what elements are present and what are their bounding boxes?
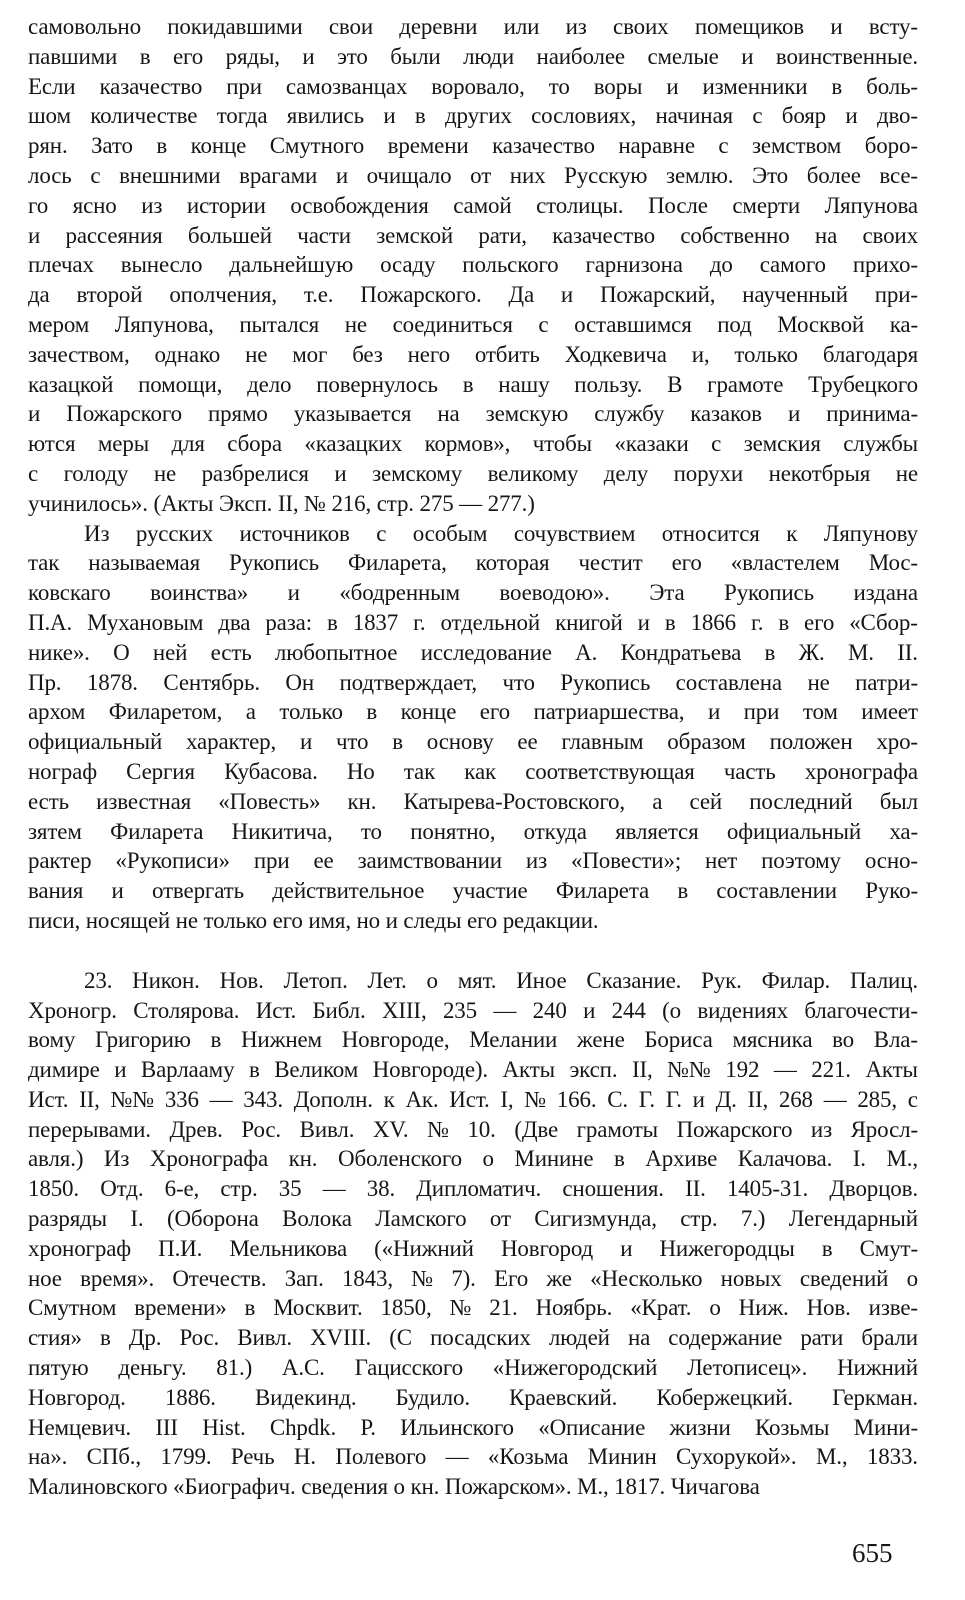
page-number: 655: [852, 1538, 893, 1568]
text-line: павшими в его ряды, и это были люди наиболее смелые и воинственные.: [28, 43, 918, 69]
text-line: на». СПб., 1799. Речь Н. Полевого — «Козьма Минин Сухорукой». М., 1833.: [28, 1444, 918, 1470]
text-line: Если казачество при самозванцах воровало, то воры и изменники в боль-: [28, 73, 918, 99]
text-line: Пр. 1878. Сентябрь. Он подтверждает, что Рукопись составлена не патри-: [28, 669, 918, 695]
text-line: рян. Зато в конце Смутного времени казачество наравне с земством боро-: [28, 133, 918, 159]
text-line: плечах вынесло дальнейшую осаду польского гарнизона до самого прихо-: [28, 252, 918, 278]
text-line: го ясно из истории освобождения самой столицы. После смерти Ляпунова: [28, 192, 918, 218]
text-line: Новгород. 1886. Видекинд. Будило. Краевский. Кобержецкий. Геркман.: [28, 1384, 918, 1410]
text-line: шом количестве тогда явились и в других сословиях, начиная с бояр и дво-: [28, 103, 918, 129]
text-line: самовольно покидавшими свои деревни или из своих помещиков и всту-: [28, 14, 918, 39]
text-line: ное время». Отечеств. Зап. 1843, № 7). Его же «Несколько новых сведений о: [28, 1265, 918, 1291]
text-line: Малиновского «Биографич. сведения о кн. Пожарском». М., 1817. Чичагова: [28, 1474, 760, 1500]
text-line: нограф Сергия Кубасова. Но так как соответствующая часть хронографа: [28, 758, 918, 784]
text-line: официальный характер, и что в основу ее главным образом положен хро-: [28, 729, 918, 755]
text-line: хронограф П.И. Мельникова («Нижний Новгород и Нижегородцы в Смут-: [28, 1235, 918, 1261]
text-line: есть известная «Повесть» кн. Катырева-Ростовского, а сей последний был: [28, 788, 918, 814]
text-line: Немцевич. III Hist. Chpdk. Р. Ильинского «Описание жизни Козьмы Мини-: [28, 1414, 918, 1440]
text-line: ковскаго воинства» и «бодренным воеводою». Эта Рукопись издана: [28, 580, 918, 606]
text-line: зачеством, однако не мог без него отбить Ходкевича и, только благодаря: [28, 341, 918, 367]
text-line: нике». О ней есть любопытное исследование А. Кондратьева в Ж. М. II.: [28, 639, 918, 665]
text-line: стия» в Др. Рос. Вивл. XVIII. (С посадских людей на содержание рати брали: [28, 1325, 918, 1351]
text-line: 23. Никон. Нов. Летоп. Лет. о мят. Иное Сказание. Рук. Филар. Палиц.: [84, 967, 918, 993]
text-line: мером Ляпунова, пытался не соединиться с оставшимся под Москвой ка-: [28, 311, 918, 337]
references-paragraph: [28, 966, 918, 1502]
text-line: казацкой помощи, дело повернулось в нашу пользу. В грамоте Трубецкого: [28, 371, 918, 397]
text-line: Смутном времени» в Москвит. 1850, № 21. Ноябрь. «Крат. о Ниж. Нов. изве-: [28, 1295, 918, 1321]
text-line: П.А. Мухановым два раза: в 1837 г. отдельной книгой и в 1866 г. в его «Сбор-: [28, 609, 918, 635]
document-page: [28, 12, 918, 1502]
text-line: учинилось». (Акты Эксп. II, № 216, стр. 275 — 277.): [28, 490, 535, 516]
text-line: и рассеяния большей части земской рати, казачество собственно на своих: [28, 222, 918, 248]
text-line: так называемая Рукопись Филарета, которая честит его «властелем Мос-: [28, 550, 918, 576]
second-paragraph: [28, 519, 918, 936]
text-line: рактер «Рукописи» при ее заимствовании из «Повести»; нет поэтому осно-: [28, 848, 918, 874]
text-line: зятем Филарета Никитича, то понятно, откуда является официальный ха-: [28, 818, 918, 844]
text-line: пятую деньгу. 81.) А.С. Гацисского «Нижегородский Летописец». Нижний: [28, 1355, 918, 1381]
text-line: разряды I. (Оборона Волока Ламского от Сигизмунда, стр. 7.) Легендарный: [28, 1206, 918, 1232]
text-line: Ист. II, №№ 336 — 343. Дополн. к Ак. Ист. I, № 166. С. Г. Г. и Д. II, 268 — 285, с: [28, 1086, 918, 1112]
text-line: да второй ополчения, т.е. Пожарского. Да и Пожарский, наученный при-: [28, 282, 918, 308]
text-line: перерывами. Древ. Рос. Вивл. XV. № 10. (Две грамоты Пожарского из Яросл-: [28, 1116, 918, 1142]
paragraph-gap: [28, 936, 918, 966]
text-line: лось с внешними врагами и очищало от них Русскую землю. Это более все-: [28, 162, 918, 188]
text-line: димире и Варлааму в Великом Новгороде). Акты эксп. II, №№ 192 — 221. Акты: [28, 1057, 918, 1083]
text-line: Из русских источников с особым сочувствием относится к Ляпунову: [84, 520, 918, 546]
text-line: вому Григорию в Нижнем Новгороде, Мелании жене Бориса мясника во Вла-: [28, 1027, 918, 1053]
text-line: Хроногр. Столярова. Ист. Библ. XIII, 235 — 240 и 244 (о видениях благочести-: [28, 997, 918, 1023]
text-line: писи, носящей не только его имя, но и следы его редакции.: [28, 907, 599, 933]
text-line: 1850. Отд. 6-е, стр. 35 — 38. Дипломатич. сношения. II. 1405-31. Дворцов.: [28, 1176, 918, 1202]
text-line: авля.) Из Хронографа кн. Оболенского о Минине в Архиве Калачова. I. М.,: [28, 1146, 918, 1172]
main-paragraph: [28, 12, 918, 519]
text-line: ются меры для сбора «казацких кормов», чтобы «казаки с земския службы: [28, 431, 918, 457]
text-line: вания и отвергать действительное участие Филарета в составлении Руко-: [28, 878, 918, 904]
text-line: с голоду не разбрелися и земскому великому делу порухи некотбрыя не: [28, 460, 918, 486]
text-line: и Пожарского прямо указывается на земскую службу казаков и принима-: [28, 401, 918, 427]
text-line: архом Филаретом, а только в конце его патриаршества, и при том имеет: [28, 699, 918, 725]
